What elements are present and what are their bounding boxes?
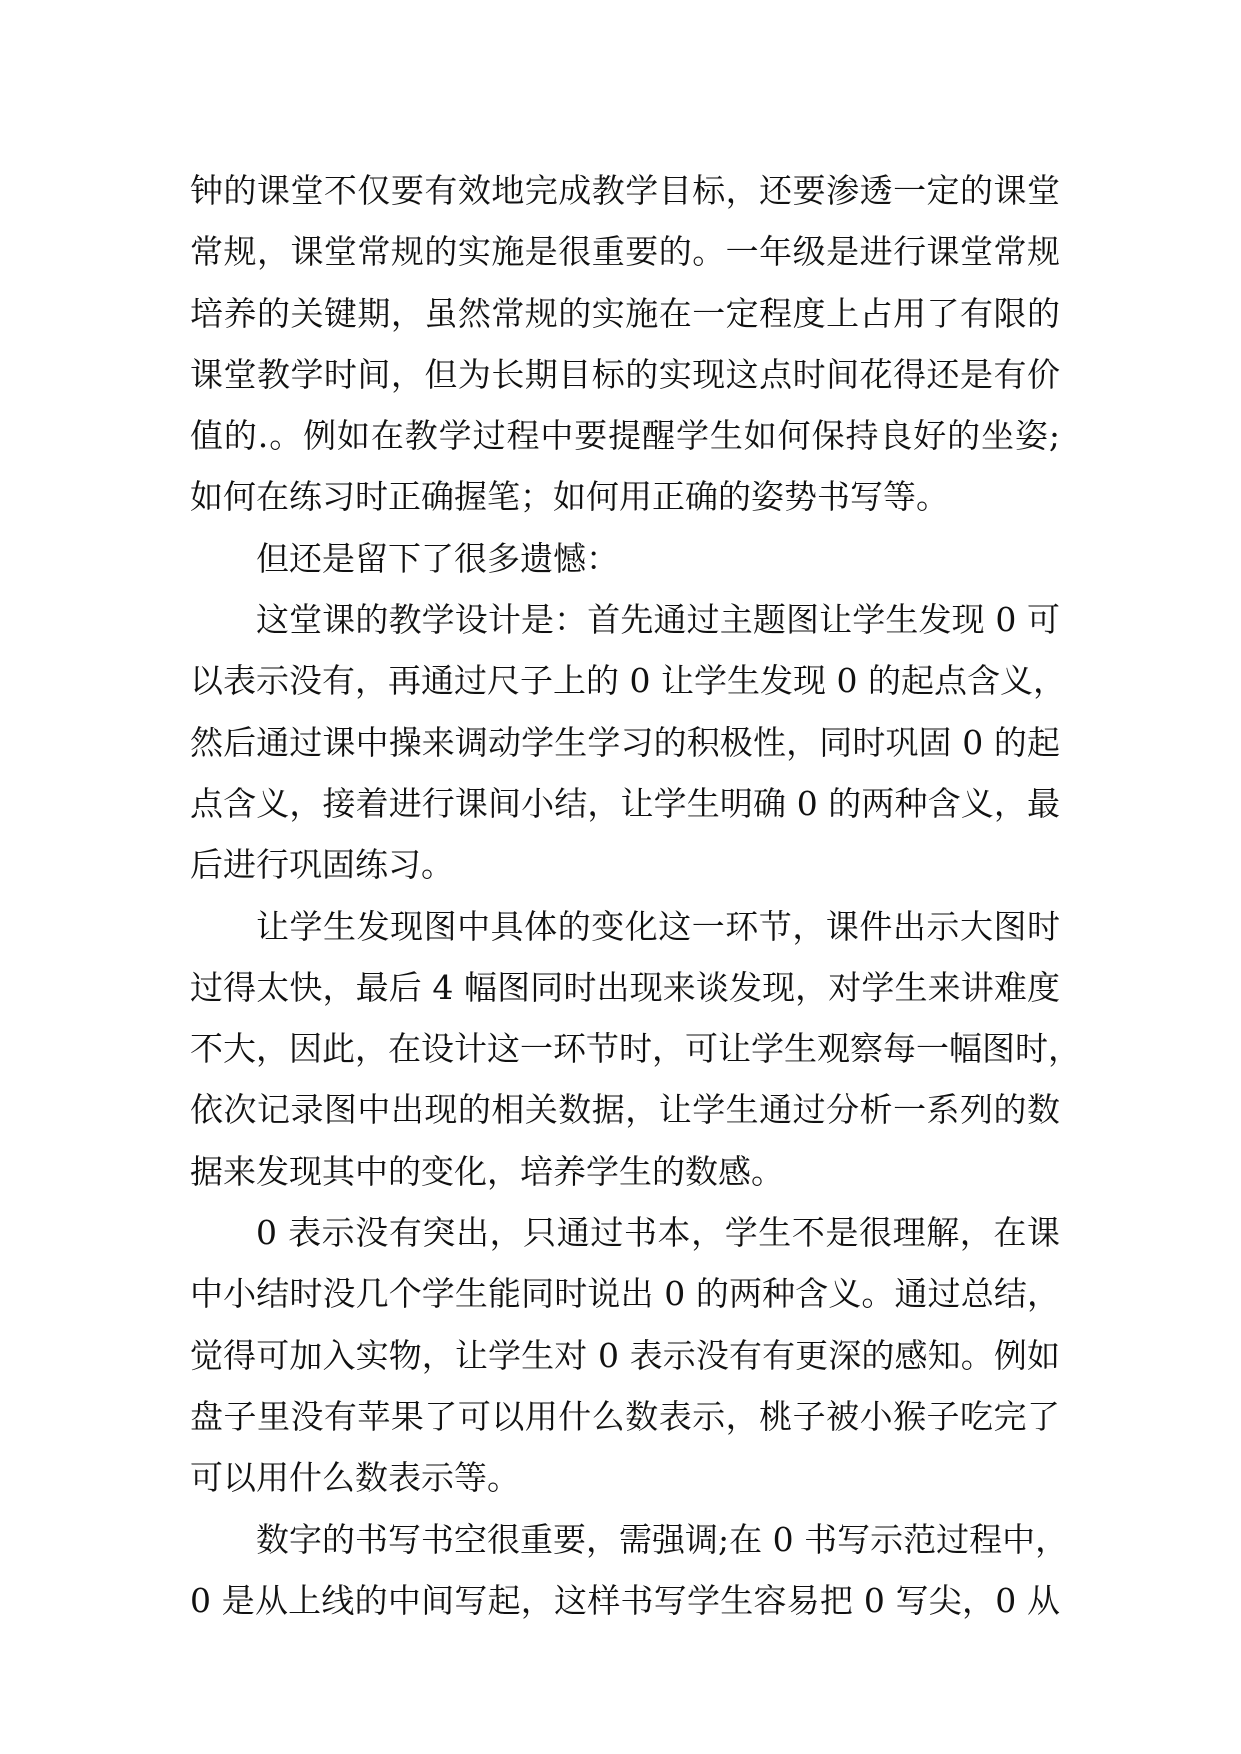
text-line: 培养的关键期，虽然常规的实施在一定程度上占用了有限的 <box>190 293 1060 333</box>
text-line: 0 是从上线的中间写起，这样书写学生容易把 0 写尖，0 从 <box>190 1580 1060 1620</box>
paragraph-start-line: 让学生发现图中具体的变化这一环节，课件出示大图时 <box>256 906 1060 946</box>
paragraph-start-line: 这堂课的教学设计是：首先通过主题图让学生发现 0 可 <box>256 600 1060 640</box>
paragraph-start-line: 0 表示没有突出，只通过书本，学生不是很理解，在课 <box>256 1213 1060 1253</box>
text-line: 依次记录图中出现的相关数据，让学生通过分析一系列的数 <box>190 1090 1060 1130</box>
document-page <box>190 160 1081 1631</box>
paragraph-start-line: 数字的书写书空很重要，需强调;在 0 书写示范过程中， <box>256 1519 1069 1559</box>
text-line: 后进行巩固练习。 <box>190 845 454 885</box>
text-line: 然后通过课中操来调动学生学习的积极性，同时巩固 0 的起 <box>190 722 1060 762</box>
text-line: 据来发现其中的变化，培养学生的数感。 <box>190 1151 784 1191</box>
text-line: 课堂教学时间，但为长期目标的实现这点时间花得还是有价 <box>190 354 1060 394</box>
text-line: 钟的课堂不仅要有效地完成教学目标，还要渗透一定的课堂 <box>190 171 1060 210</box>
text-line: 不大，因此，在设计这一环节时，可让学生观察每一幅图时， <box>190 1029 1081 1069</box>
text-line: 盘子里没有苹果了可以用什么数表示，桃子被小猴子吃完了 <box>190 1396 1060 1436</box>
text-line: 以表示没有，再通过尺子上的 0 让学生发现 0 的起点含义， <box>190 661 1066 701</box>
text-line: 值的.。例如在教学过程中要提醒学生如何保持良好的坐姿; <box>190 416 1060 456</box>
text-line: 觉得可加入实物，让学生对 0 表示没有有更深的感知。例如 <box>190 1335 1060 1375</box>
text-line: 过得太快，最后 4 幅图同时出现来谈发现，对学生来讲难度 <box>190 967 1060 1007</box>
text-line: 如何在练习时正确握笔；如何用正确的姿势书写等。 <box>190 477 949 517</box>
text-line: 点含义，接着进行课间小结，让学生明确 0 的两种含义，最 <box>190 783 1060 823</box>
paragraph-start-line: 但还是留下了很多遗憾： <box>256 538 619 578</box>
text-line: 中小结时没几个学生能同时说出 0 的两种含义。通过总结， <box>190 1274 1060 1314</box>
text-line: 可以用什么数表示等。 <box>190 1458 520 1498</box>
text-line: 常规，课堂常规的实施是很重要的。一年级是进行课堂常规 <box>190 232 1060 272</box>
